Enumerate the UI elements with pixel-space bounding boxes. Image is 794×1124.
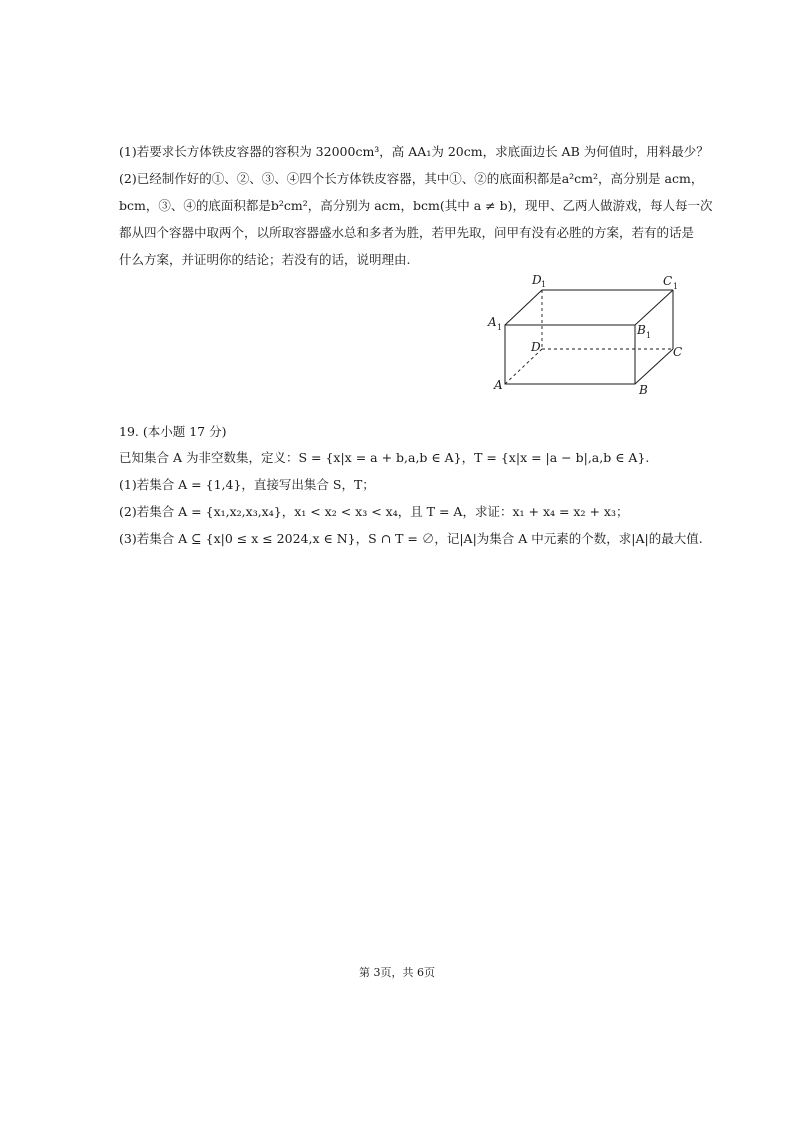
- cuboid-figure: [480, 268, 690, 398]
- edge-a1d1: [505, 290, 542, 325]
- label-c: C: [673, 345, 683, 359]
- problem18-part2-line3: 都从四个容器中取两个，以所取容器盛水总和多者为胜，若甲先取，问甲有没有必胜的方案，若有的话是: [119, 225, 695, 240]
- edge-bc: [635, 349, 673, 384]
- label-b1: B: [637, 323, 646, 337]
- problem18-part1: (1)若要求长方体铁皮容器的容积为 32000cm³，高 AA₁为 20cm，求底面边长 AB 为何值时，用料最少？: [119, 144, 709, 159]
- page-footer: 第 3页，共 6页: [359, 966, 435, 979]
- problem19-stem: 已知集合 A 为非空数集，定义：S = {x|x = a + b,a,b ∈ A}，T = {x|x = |a − b|,a,b ∈ A}.: [119, 450, 650, 465]
- label-b1-sub: 1: [646, 331, 652, 340]
- label-c1-sub: 1: [673, 282, 679, 291]
- problem18-part2-line2: bcm，③、④的底面积都是b²cm²，高分别为 acm，bcm(其中 a ≠ b)，现甲、乙两人做游戏，每人每一次: [119, 198, 713, 213]
- problem19-part3: (3)若集合 A ⊆ {x|0 ≤ x ≤ 2024,x ∈ N}，S ∩ T = ∅，记|A|为集合 A 中元素的个数，求|A|的最大值.: [119, 531, 703, 546]
- label-a: A: [494, 378, 503, 392]
- label-b: B: [639, 383, 648, 397]
- label-d1: D: [532, 273, 542, 287]
- edge-b1c1: [635, 290, 673, 325]
- label-c1: C: [663, 274, 673, 288]
- problem19-part2: (2)若集合 A = {x₁,x₂,x₃,x₄}，x₁ < x₂ < x₃ < x₄，且 T = A，求证：x₁ + x₄ = x₂ + x₃；: [119, 504, 629, 519]
- problem18-part2-line1: (2)已经制作好的①、②、③、④四个长方体铁皮容器，其中①、②的底面积都是a²cm²，高分别是 acm，: [119, 171, 704, 186]
- problem19-header: 19. (本小题 17 分): [119, 424, 227, 439]
- problem19-part1: (1)若集合 A = {1,4}，直接写出集合 S，T；: [119, 477, 375, 492]
- label-d1-sub: 1: [541, 280, 547, 289]
- label-a1: A: [488, 315, 497, 329]
- hidden-edge-ad: [505, 349, 542, 384]
- front-face: [505, 325, 635, 384]
- label-d: D: [531, 340, 541, 354]
- problem18-part2-line4: 什么方案，并证明你的结论；若没有的话，说明理由.: [119, 252, 411, 267]
- label-a1-sub: 1: [497, 323, 503, 332]
